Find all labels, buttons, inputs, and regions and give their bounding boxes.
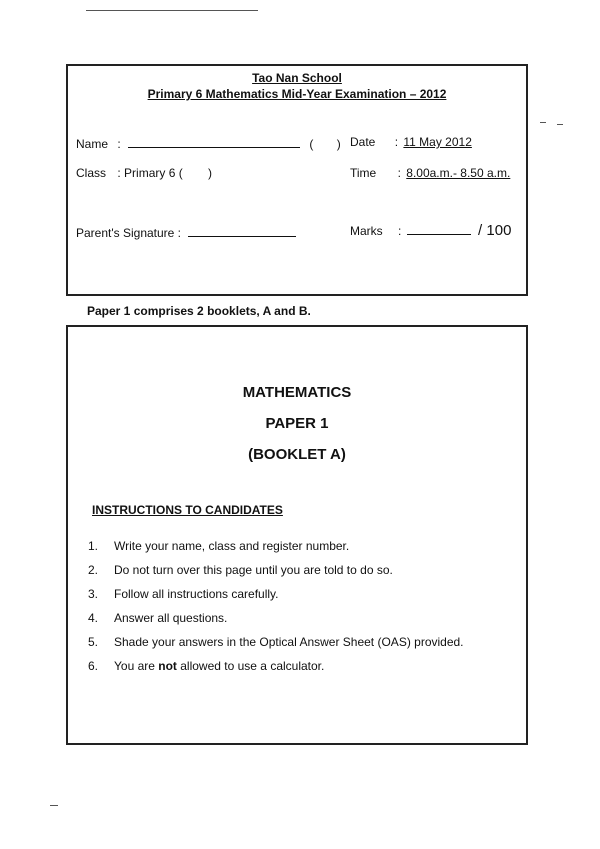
instructions-list xyxy=(88,539,518,679)
class-value: : Primary 6 ( xyxy=(117,166,183,180)
instruction-text xyxy=(114,659,324,673)
cover-box xyxy=(66,325,528,745)
paper-title: PAPER 1 xyxy=(265,415,329,432)
school-name: Tao Nan School xyxy=(252,71,342,85)
instruction-item-1 xyxy=(88,539,518,557)
register-paren-open: ( xyxy=(309,137,314,151)
subject-title: MATHEMATICS xyxy=(242,384,352,401)
scan-mark-right xyxy=(540,122,546,123)
class-label: Class xyxy=(76,166,107,180)
instruction-text-part-b: allowed to use a calculator. xyxy=(176,659,325,673)
class-paren-close: ) xyxy=(208,166,213,180)
instruction-item-5 xyxy=(88,635,518,653)
name-colon: : xyxy=(117,137,121,151)
scan-mark-right-2 xyxy=(557,124,563,125)
student-info-box xyxy=(66,64,528,296)
time-value: 8.00a.m.- 8.50 a.m. xyxy=(406,166,511,180)
date-label: Date xyxy=(350,135,376,149)
time-label: Time xyxy=(350,166,377,180)
date-colon: : xyxy=(394,135,399,149)
instruction-number: 4. xyxy=(88,611,99,625)
instruction-text: Write your name, class and register number. xyxy=(114,539,350,553)
instruction-number: 1. xyxy=(88,539,99,553)
scan-mark-bottom-left xyxy=(50,805,58,806)
instruction-text: Answer all questions. xyxy=(114,611,228,625)
instruction-item-6 xyxy=(88,659,518,677)
signature-label: Parent's Signature : xyxy=(76,226,182,240)
booklets-note: Paper 1 comprises 2 booklets, A and B. xyxy=(87,304,311,318)
marks-row xyxy=(350,222,511,239)
time-row xyxy=(350,166,510,180)
marks-label: Marks xyxy=(350,224,383,238)
instruction-number: 5. xyxy=(88,635,99,649)
date-row xyxy=(350,135,472,149)
marks-total: / 100 xyxy=(478,222,512,239)
name-field[interactable] xyxy=(128,135,300,148)
instruction-text-part-a: You are xyxy=(114,659,159,673)
register-paren-close: ) xyxy=(336,137,341,151)
name-row xyxy=(76,135,341,151)
instruction-number: 6. xyxy=(88,659,99,673)
instructions-heading: INSTRUCTIONS TO CANDIDATES xyxy=(92,503,283,517)
date-value: 11 May 2012 xyxy=(403,135,472,149)
exam-title: Primary 6 Mathematics Mid-Year Examination – 2012 xyxy=(147,87,447,101)
instruction-item-4 xyxy=(88,611,518,629)
signature-row xyxy=(76,224,296,240)
marks-field[interactable] xyxy=(407,222,471,235)
class-row xyxy=(76,166,212,180)
signature-field[interactable] xyxy=(188,224,296,237)
instruction-number: 2. xyxy=(88,563,99,577)
instruction-item-3 xyxy=(88,587,518,605)
instruction-text: Follow all instructions carefully. xyxy=(114,587,279,601)
instruction-item-2 xyxy=(88,563,518,581)
instruction-text: Do not turn over this page until you are told to do so. xyxy=(114,563,393,577)
booklet-title: (BOOKLET A) xyxy=(248,446,346,463)
marks-colon: : xyxy=(398,224,402,238)
scan-mark-top xyxy=(86,10,258,11)
instruction-number: 3. xyxy=(88,587,99,601)
instruction-text: Shade your answers in the Optical Answer Sheet (OAS) provided. xyxy=(114,635,464,649)
instruction-emphasis: not xyxy=(158,659,177,673)
time-colon: : xyxy=(397,166,401,180)
name-label: Name xyxy=(76,137,109,151)
